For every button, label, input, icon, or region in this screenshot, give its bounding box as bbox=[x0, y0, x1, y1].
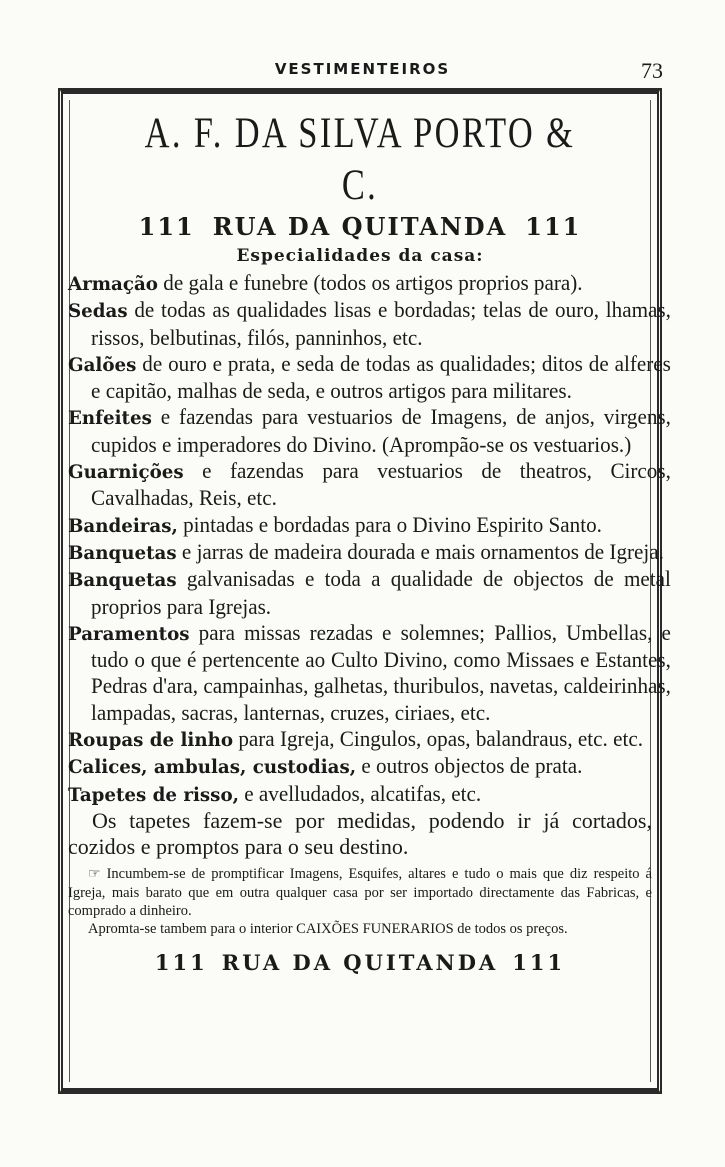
footer-address bbox=[68, 950, 652, 975]
entry bbox=[68, 458, 671, 512]
entry-text: e fazendas para vestuarios de theatros, Circos, Cavalhadas, Reis, etc. bbox=[91, 458, 671, 511]
entries-list bbox=[68, 270, 671, 808]
advertisement bbox=[68, 100, 671, 975]
entry bbox=[68, 726, 671, 753]
service-note-text: Incumbem-se de promptificar Imagens, Esquifes, altares e tudo o mais que diz respeito á Igreja, mais barato que em outra qualquer casa por ser importado directamente das Fabricas, e comprado a dinheiro. bbox=[68, 865, 652, 919]
address-number-left: 111 bbox=[138, 212, 195, 241]
entry bbox=[68, 781, 671, 808]
entry-text: de todas as qualidades lisas e bordadas; telas de ouro, lhamas, rissos, belbutinas, filós, panninhos, etc. bbox=[91, 297, 671, 350]
pointing-hand-icon: ☞ bbox=[88, 866, 101, 882]
footer-street: RUA DA QUITANDA bbox=[221, 949, 499, 975]
entry bbox=[68, 404, 671, 458]
entry bbox=[68, 512, 671, 539]
entry-heading: Galões bbox=[68, 353, 137, 376]
address-number-right: 111 bbox=[525, 212, 582, 241]
entry-text: de gala e funebre (todos os artigos proprios para). bbox=[157, 270, 583, 295]
entry-heading: Roupas de linho bbox=[68, 729, 234, 752]
running-head bbox=[0, 58, 725, 82]
entry bbox=[68, 270, 671, 297]
entry-heading: Banquetas bbox=[68, 569, 177, 592]
entry-heading: Enfeites bbox=[68, 407, 152, 430]
entry bbox=[68, 753, 671, 780]
entry-heading: Tapetes de risso, bbox=[68, 783, 239, 806]
entry bbox=[68, 297, 671, 351]
entry-text: de ouro e prata, e seda de todas as qualidades; ditos de alferes e capitão, malhas de seda, e outros artigos para militares. bbox=[91, 350, 671, 404]
entry bbox=[68, 351, 671, 405]
entry-text: e outros objectos de prata. bbox=[356, 753, 583, 779]
entry-text: galvanisadas e toda a qualidade de objectos de metal proprios para Igrejas. bbox=[91, 566, 671, 619]
entry-heading: Bandeiras, bbox=[68, 514, 178, 537]
footer-number-right: 111 bbox=[512, 949, 566, 975]
running-head-title: VESTIMENTEIROS bbox=[274, 60, 451, 78]
entry-text: e avelludados, alcatifas, etc. bbox=[238, 780, 482, 806]
entry-text: e jarras de madeira dourada e mais ornamentos de Igreja. bbox=[176, 538, 664, 564]
entry-text: para missas rezadas e solemnes; Pallios, Umbellas, e tudo o que é pertencente ao Culto Divino, como Missaes e Estantes, Pedras d'ara, campainhas, galhetas, thuribulos, navetas, caldeirinhas, lampadas, sacras, lanternas, cruzes, ciriaes, etc. bbox=[91, 619, 671, 725]
entry-text: pintadas e bordadas para o Divino Espirito Santo. bbox=[177, 511, 602, 537]
entry bbox=[68, 620, 671, 726]
firm-name: A. F. DA SILVA PORTO & C. bbox=[144, 110, 576, 209]
entry-heading: Sedas bbox=[68, 300, 128, 323]
entry bbox=[68, 539, 671, 566]
entry bbox=[68, 566, 671, 620]
address-street: RUA DA QUITANDA bbox=[212, 212, 508, 241]
entry-heading: Paramentos bbox=[68, 622, 190, 645]
specialties-heading: Especialidades da casa: bbox=[236, 246, 484, 266]
service-note-line2: Apromta-se tambem para o interior CAIXÕES FUNERARIOS de todos os preços. bbox=[88, 920, 568, 937]
entry-text: para Igreja, Cingulos, opas, balandraus, etc. etc. bbox=[233, 726, 643, 752]
entry-heading: Armação bbox=[68, 273, 158, 295]
service-note-line1 bbox=[68, 865, 652, 920]
address bbox=[68, 212, 652, 242]
carpet-note: Os tapetes fazem-se por medidas, podendo ir já cortados, cozidos e promptos para o seu destino. bbox=[68, 807, 652, 860]
entry-heading: Guarnições bbox=[68, 461, 184, 484]
service-note bbox=[68, 865, 652, 938]
entry-text: e fazendas para vestuarios de Imagens, de anjos, virgens, cupidos e imperadores do Divino. (Aprompão-se os vestuarios.) bbox=[91, 404, 671, 457]
page-number: 73 bbox=[641, 58, 663, 83]
entry-heading: Banquetas bbox=[68, 541, 177, 564]
entry-heading: Calices, ambulas, custodias, bbox=[68, 756, 357, 779]
footer-number-left: 111 bbox=[154, 949, 208, 975]
